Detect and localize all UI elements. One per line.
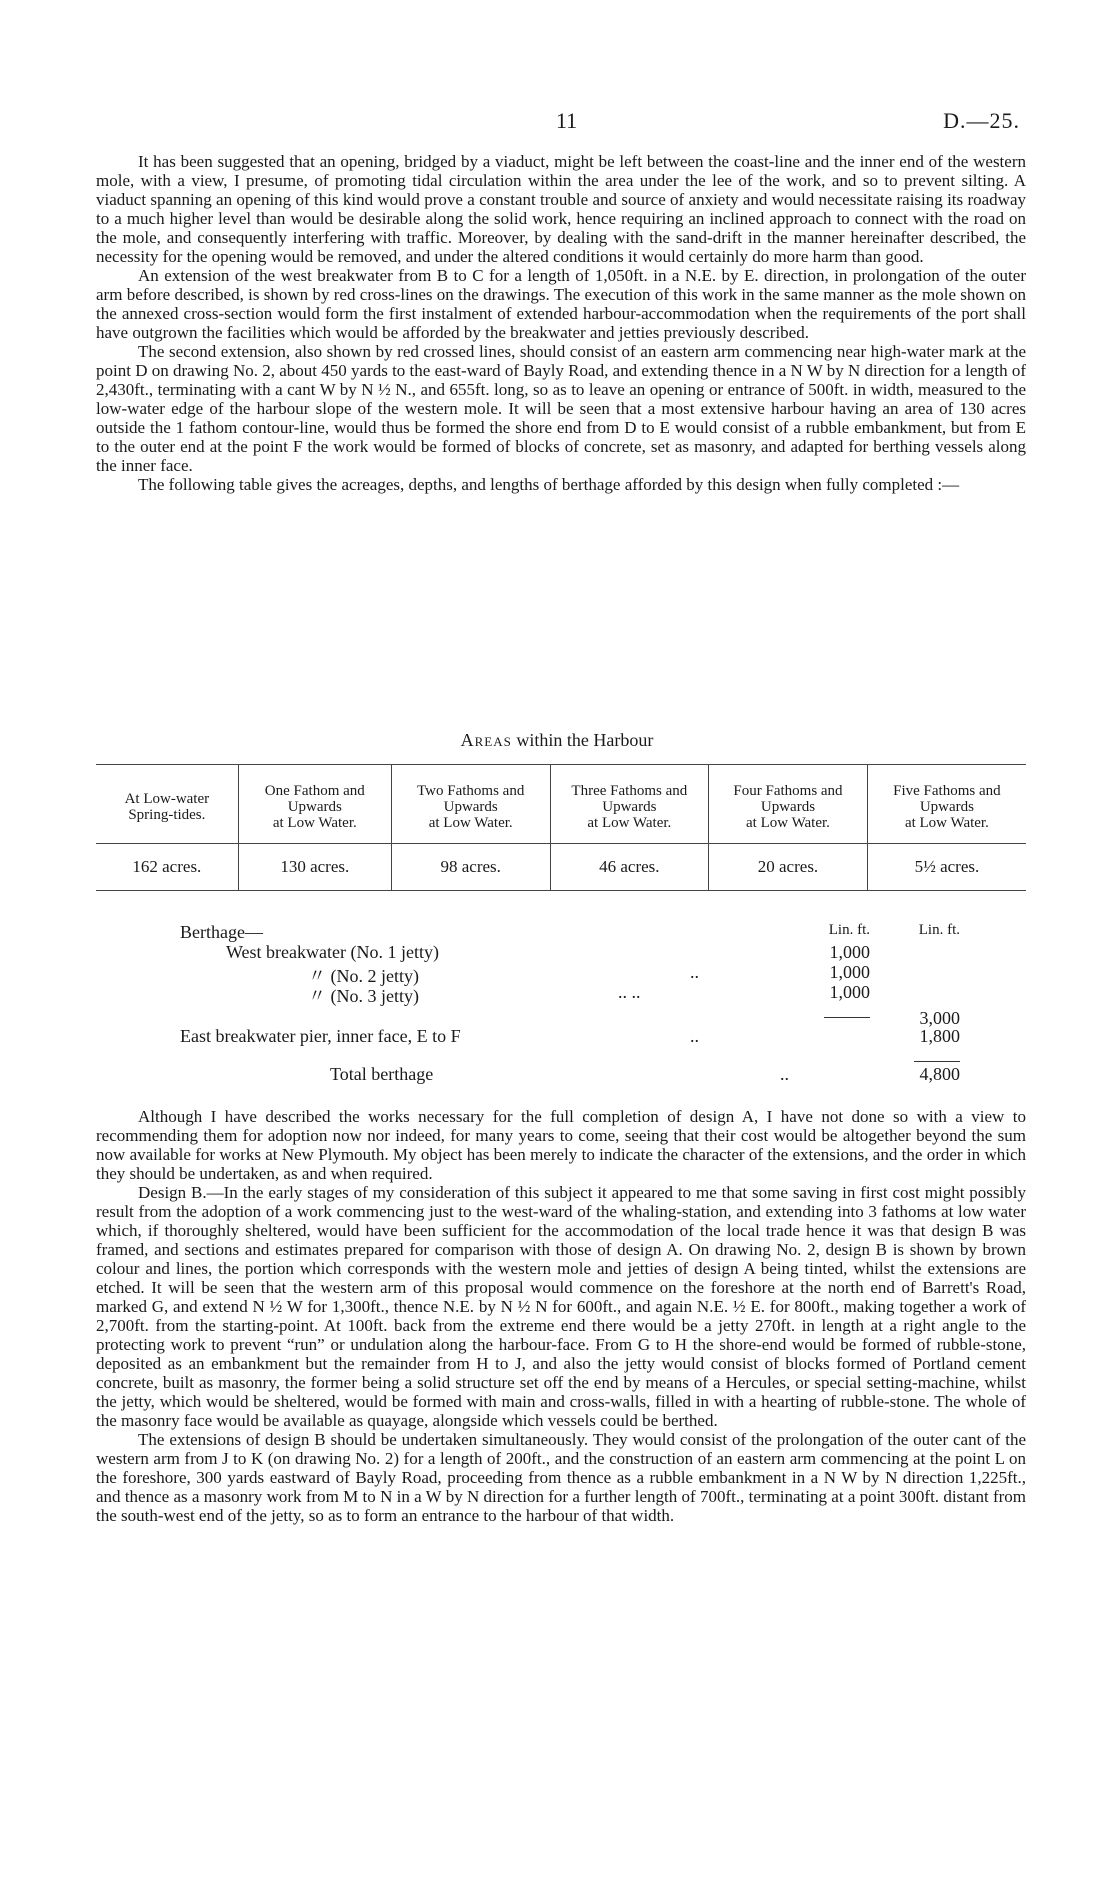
leader-dots: ..: [690, 1026, 699, 1046]
berthage-row: [0, 982, 1114, 1006]
berthage-row: [0, 962, 1114, 986]
column-header: Two Fathoms and Upwards at Low Water.: [391, 765, 550, 844]
paragraph: An extension of the west breakwater from B to C for a length of 1,050ft. in a N.E. by E. direction, in prolongation of the outer arm before described, is shown by red cross-lines on the drawings. The execution of this work in the same manner as the mole shown on the annexed cross-section would form the first instalment of extended harbour-accommodation when the requirements of the port shall have outgrown the facilities which would be afforded by the breakwater and jetties previously described.: [96, 266, 1026, 342]
table-cell: 46 acres.: [550, 844, 709, 891]
berthage-subtotal: 3,000: [919, 1008, 960, 1028]
table-cell: 162 acres.: [96, 844, 238, 891]
column-header: Five Fathoms and Upwards at Low Water.: [867, 765, 1026, 844]
subtotal-rule: [824, 1017, 870, 1018]
berthage-label: East breakwater pier, inner face, E to F: [180, 1026, 461, 1046]
berthage-value: 1,800: [919, 1026, 960, 1046]
total-rule: [914, 1061, 960, 1062]
unit-label: Lin. ft.: [918, 922, 960, 938]
berthage-subtotal-row: [0, 1006, 1114, 1026]
table-cell: 5½ acres.: [867, 844, 1026, 891]
paragraph: It has been suggested that an opening, bridged by a viaduct, might be left between the coast-line and the inner end of the western mole, with a view, I presume, of promoting tidal circulation within the area under the lee of the work, and so to prevent silting. A viaduct spanning an opening of this kind would prove a constant trouble and source of anxiety and would necessitate raising its roadway to a much higher level than would be desirable along the solid work, hence requiring an inclined approach to connect with the road on the mole, and consequently interfering with traffic. Moreover, by dealing with the sand-drift in the manner hereinafter described, the necessity for the opening would be removed, and under the altered conditions it would certainly do more harm than good.: [96, 152, 1026, 266]
column-header: At Low-water Spring-tides.: [96, 765, 238, 844]
paragraph: The extensions of design B should be undertaken simultaneously. They would consist of the prolongation of the outer cant of the western arm from J to K (on drawing No. 2) for a length of 200ft., and the construction of an eastern arm commencing at the point L on the foreshore, 300 yards eastward of Bayly Road, proceeding from thence as a rubble embankment in a N W by N direction 1,225ft., and thence as a masonry work from M to N in a W by N direction for a further length of 700ft., terminating at a point 300ft. distant from the south-west end of the jetty, so as to form an entrance to the harbour of that width.: [96, 1430, 1026, 1525]
paragraph: Although I have described the works necessary for the full completion of design A, I have not done so with a view to recommending them for adoption now nor indeed, for many years to come, seeing that their cost would be altogether beyond the sum now available for works at New Plymouth. My object has been merely to indicate the character of the extensions, and the order in which they should be undertaken, as and when required.: [96, 1107, 1026, 1183]
paragraph: The following table gives the acreages, depths, and lengths of berthage afforded by this design when fully completed :—: [138, 475, 960, 494]
document-reference: D.—25.: [943, 108, 1020, 133]
paragraph: Design B.—In the early stages of my consideration of this subject it appeared to me that some saving in first cost might possibly result from the adoption of a work commencing just to the west-ward of the whaling-station, and extending into 3 fathoms at low water which, if thoroughly sheltered, would have been sufficient for the accommodation of the local trade hence it was that design B was framed, and sections and estimates prepared for comparison with those of design A. On drawing No. 2, design B is shown by brown colour and lines, the portion which corresponds with the western mole and jetties of design A being tinted, whilst the extensions are etched. It will be seen that the western arm of this proposal would commence on the foreshore at the north end of Barrett's Road, marked G, and extend N ½ W for 1,300ft., thence N.E. by N ½ N for 600ft., and again N.E. ½ E. for 800ft., making together a work of 2,700ft. from the starting-point. At 100ft. back from the extreme end there would be a jetty 270ft. in length at a right angle to the protecting work to prevent “run” or undulation along the harbour-face. From G to H the shore-end would be formed of rubble-stone, deposited as an embankment but the remainder from H to J, and also the jetty would consist of blocks formed of Portland cement concrete, built as masonry, the former being a solid structure set off the end by means of a Hercules, or special setting-machine, whilst the jetty, which would be sheltered, would be formed with main and cross-walls, filled in with a hearting of rubble-stone. The whole of the masonry face would be available as quayage, alongside which vessels could be berthed.: [96, 1183, 1026, 1430]
berthage-total-row: [0, 1064, 1114, 1084]
caption-word: Areas: [460, 730, 512, 750]
leader-dots: .. ..: [618, 982, 641, 1002]
berthage-row: [0, 942, 1114, 962]
table-caption: [0, 730, 1114, 751]
total-value: 4,800: [919, 1064, 960, 1084]
page-number: 11: [556, 108, 578, 133]
column-header: One Fathom and Upwards at Low Water.: [238, 765, 391, 844]
total-label: Total berthage: [330, 1064, 434, 1084]
column-header: Three Fathoms and Upwards at Low Water.: [550, 765, 709, 844]
berthage-summary: [0, 922, 1114, 1102]
berthage-label: West breakwater (No. 1 jetty): [226, 942, 439, 962]
intro-text: [96, 152, 1026, 494]
page-header: [0, 108, 1114, 138]
table-cell: 20 acres.: [709, 844, 868, 891]
lower-text: [96, 1107, 1026, 1525]
berthage-heading: Berthage—: [180, 922, 263, 942]
unit-label: Lin. ft.: [828, 922, 870, 938]
leader-dots: ..: [780, 1064, 789, 1084]
berthage-label: 〃 (No. 2 jetty): [308, 966, 419, 986]
berthage-row: [0, 1026, 1114, 1046]
caption-rest: within the Harbour: [516, 730, 654, 750]
paragraph: The second extension, also shown by red crossed lines, should consist of an eastern arm commencing near high-water mark at the point D on drawing No. 2, about 450 yards to the east-ward of Bayly Road, and extending thence in a N W by N direction for a length of 2,430ft., terminating with a cant W by N ½ N., and 655ft. long, so as to leave an opening or entrance of 500ft. in width, measured to the low-water edge of the harbour slope of the western mole. It will be seen that a most extensive harbour having an area of 130 acres outside the 1 fathom contour-line, would thus be formed the shore end from D to E would consist of a rubble embankment, but from E to the outer end at the point F the work would be formed of blocks of concrete, set as masonry, and adapted for berthing vessels along the inner face.: [96, 342, 1026, 475]
berthage-value: 1,000: [829, 962, 870, 982]
berthage-value: 1,000: [829, 982, 870, 1002]
berthage-heading-row: [0, 922, 1114, 942]
column-header: Four Fathoms and Upwards at Low Water.: [709, 765, 868, 844]
berthage-value: 1,000: [829, 942, 870, 962]
table-cell: 98 acres.: [391, 844, 550, 891]
areas-table: [96, 764, 1026, 891]
table-cell: 130 acres.: [238, 844, 391, 891]
leader-dots: ..: [690, 962, 699, 982]
berthage-label: 〃 (No. 3 jetty): [308, 986, 419, 1006]
table-header-row: [96, 765, 1026, 844]
table-row: [96, 844, 1026, 891]
